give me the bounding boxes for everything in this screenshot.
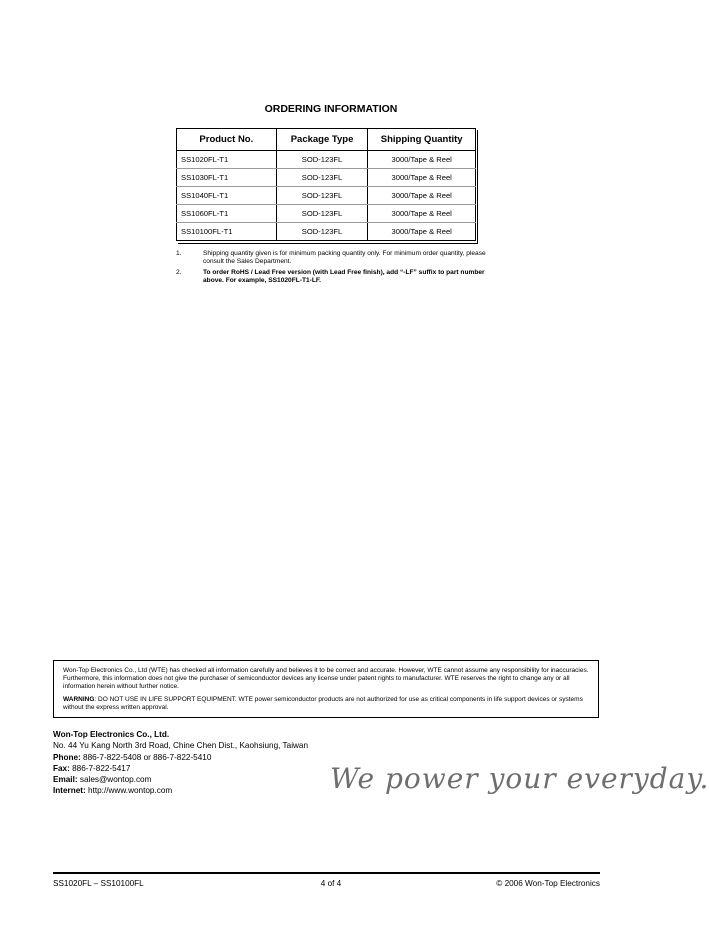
internet-label: Internet:: [53, 786, 86, 796]
fax-label: Fax:: [53, 763, 70, 773]
product-no-cell: SS1030FL-T1: [177, 169, 277, 187]
table-row: [177, 169, 476, 187]
table-row: [177, 205, 476, 223]
product-no-cell: SS1040FL-T1: [177, 187, 277, 205]
warning-label: WARNING: [63, 695, 95, 703]
package-type-cell: SOD-123FL: [276, 169, 368, 187]
note-item: [176, 250, 486, 267]
shipping-quantity-cell: 3000/Tape & Reel: [368, 169, 476, 187]
table-row: [177, 187, 476, 205]
package-type-cell: SOD-123FL: [276, 187, 368, 205]
company-contact: [53, 729, 308, 797]
ordering-information-title: ORDERING INFORMATION: [264, 103, 398, 115]
note-text: To order RoHS / Lead Free version (with Lead Free finish), add “-LF” suffix to part number above. For example, SS1020FL-T1-LF.: [203, 268, 485, 284]
package-type-cell: SOD-123FL: [276, 205, 368, 223]
phone-line: [53, 752, 308, 763]
phone-label: Phone:: [53, 752, 81, 762]
table-row: [177, 151, 476, 169]
table-header-row: [177, 129, 476, 151]
ordering-notes: [176, 250, 486, 287]
warning-text: : DO NOT USE IN LIFE SUPPORT EQUIPMENT. WTE power semiconductor products are not authorized for use as critical components in life support devices or systems without the express written approval.: [63, 695, 583, 711]
header-package-type: Package Type: [276, 129, 368, 151]
internet-line: [53, 785, 308, 796]
table-shadow-right: [477, 130, 478, 244]
internet-value[interactable]: http://www.wontop.com: [85, 786, 173, 796]
package-type-cell: SOD-123FL: [276, 223, 368, 241]
email-value[interactable]: sales@wontop.com: [77, 775, 152, 785]
footer-divider: [53, 872, 600, 874]
note-number: 2.: [176, 268, 182, 276]
warning-paragraph: [63, 696, 589, 712]
table-row: [177, 223, 476, 241]
phone-value: 886-7-822-5408 or 886-7-822-5410: [80, 752, 212, 762]
ordering-table: [176, 128, 476, 241]
email-line: [53, 774, 308, 785]
shipping-quantity-cell: 3000/Tape & Reel: [368, 187, 476, 205]
note-item: [176, 269, 486, 286]
company-address: No. 44 Yu Kang North 3rd Road, Chine Chen Dist., Kaohsiung, Taiwan: [53, 741, 309, 751]
disclaimer-text: Won-Top Electronics Co., Ltd (WTE) has checked all information carefully and believes it to be correct and accurate. However, WTE cannot assume any responsibility for inaccuracies. Furthermore, this information does not give the purchaser of semiconductor devices any license under patent rights to manufacturer. WTE reserves the right to change any or all information herein without further notice.: [63, 667, 589, 691]
product-no-cell: SS10100FL-T1: [177, 223, 277, 241]
shipping-quantity-cell: 3000/Tape & Reel: [368, 151, 476, 169]
email-label: Email:: [53, 775, 78, 785]
product-no-cell: SS1020FL-T1: [177, 151, 277, 169]
package-type-cell: SOD-123FL: [276, 151, 368, 169]
table-shadow-bottom: [178, 243, 478, 244]
company-name: Won-Top Electronics Co., Ltd.: [53, 730, 170, 739]
footer-page-number: 4 of 4: [320, 879, 342, 888]
footer-copyright: © 2006 Won-Top Electronics: [496, 879, 600, 888]
shipping-quantity-cell: 3000/Tape & Reel: [368, 205, 476, 223]
fax-value: 886-7-822-5417: [69, 763, 131, 773]
product-no-cell: SS1060FL-T1: [177, 205, 277, 223]
note-number: 1.: [176, 250, 182, 257]
footer-part-range: SS1020FL – SS10100FL: [53, 879, 144, 888]
company-slogan: We power your everyday.: [330, 762, 709, 795]
note-text: Shipping quantity given is for minimum packing quantity only. For minimum order quantity, please consult the Sales Department.: [203, 250, 486, 266]
header-shipping-quantity: Shipping Quantity: [368, 129, 476, 151]
header-product-no: Product No.: [177, 129, 277, 151]
shipping-quantity-cell: 3000/Tape & Reel: [368, 223, 476, 241]
fax-line: [53, 763, 308, 774]
disclaimer-box: [53, 660, 599, 718]
